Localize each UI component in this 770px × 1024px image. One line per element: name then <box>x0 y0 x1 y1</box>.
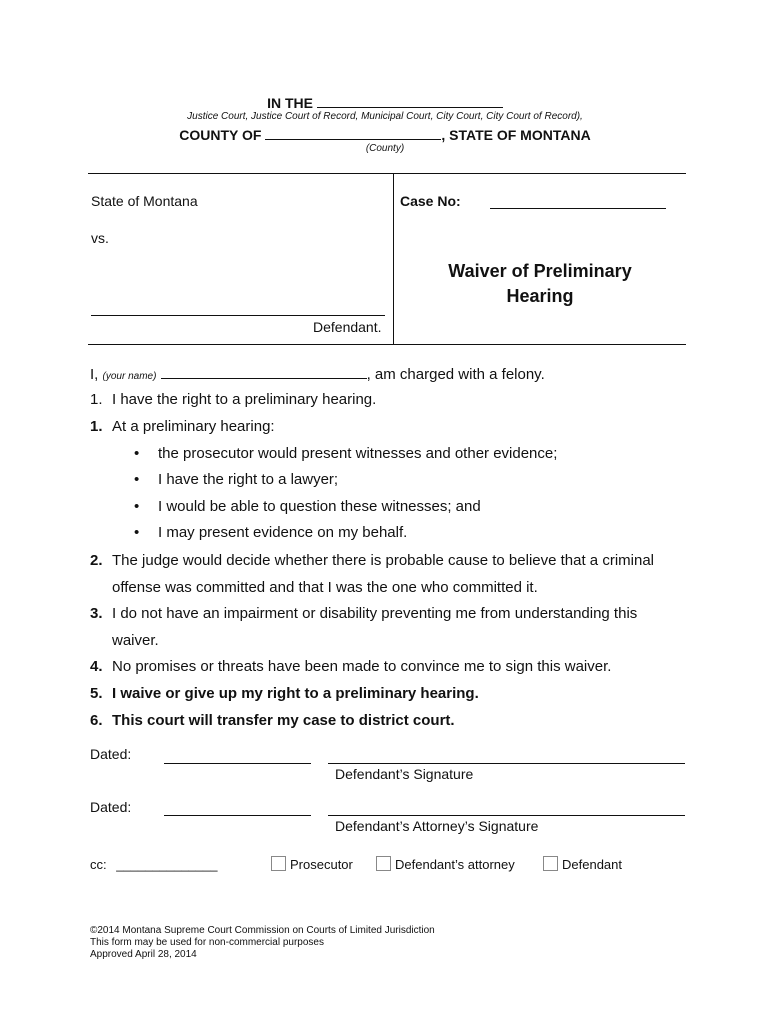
checkbox-icon[interactable] <box>376 856 391 871</box>
defendant-date-line[interactable] <box>164 763 311 764</box>
dated-label: Dated: <box>90 799 132 815</box>
item-number: 5. <box>90 685 103 702</box>
item-2 <box>90 552 654 570</box>
checkbox-icon[interactable] <box>271 856 286 871</box>
case-no-blank[interactable] <box>490 208 666 209</box>
your-name-hint: (your name) <box>102 371 157 382</box>
item-text: At a preliminary hearing: <box>112 418 275 435</box>
bullet-item <box>134 524 407 542</box>
court-name-blank[interactable] <box>317 94 503 108</box>
bullet-icon: • <box>134 471 140 488</box>
item-text: No promises or threats have been made to convince me to sign this waiver. <box>112 658 612 675</box>
cc-line <box>90 857 217 872</box>
item-text: I have the right to a preliminary hearing. <box>112 391 377 408</box>
attorney-date-line[interactable] <box>164 815 311 816</box>
bullet-text: I may present evidence on my behalf. <box>158 524 408 541</box>
form-title-line1: Waiver of Preliminary <box>448 261 632 281</box>
footer <box>90 925 435 961</box>
item-text: This court will transfer my case to district court. <box>112 712 455 729</box>
intro-prefix: I, <box>90 366 99 383</box>
case-no-label: Case No: <box>400 193 461 209</box>
state-label: , STATE OF MONTANA <box>441 127 591 143</box>
footer-copyright: ©2014 Montana Supreme Court Commission on Courts of Limited Jurisdiction <box>90 925 435 936</box>
bullet-icon: • <box>134 498 140 515</box>
item-3-cont: waiver. <box>112 632 159 649</box>
item-number: 1. <box>90 418 103 435</box>
county-of-label: COUNTY OF <box>179 127 262 143</box>
bullet-text: the prosecutor would present witnesses and other evidence; <box>158 445 558 462</box>
item-text: The judge would decide whether there is probable cause to believe that a criminal <box>112 552 654 569</box>
intro-suffix: , am charged with a felony. <box>366 366 545 383</box>
intro-line <box>90 365 545 386</box>
item-text: I waive or give up my right to a preliminary hearing. <box>112 685 479 702</box>
in-the-label: IN THE <box>267 95 313 111</box>
item-number: 3. <box>90 605 103 622</box>
county-line <box>0 126 770 143</box>
bullet-icon: • <box>134 445 140 462</box>
caption-bottom-rule <box>88 344 686 345</box>
plaintiff-name: State of Montana <box>91 193 198 209</box>
defendant-signature-label: Defendant’s Signature <box>335 766 474 782</box>
cc-prosecutor-option[interactable] <box>271 856 353 872</box>
bullet-text: I would be able to question these witnesses; and <box>158 498 481 515</box>
form-title <box>400 259 680 309</box>
item-number: 1. <box>90 391 103 408</box>
item-1b <box>90 418 275 436</box>
item-number: 2. <box>90 552 103 569</box>
item-3 <box>90 605 637 623</box>
county-hint: (County) <box>365 143 405 154</box>
court-header-line <box>0 94 770 111</box>
item-6 <box>90 712 455 730</box>
footer-approved: Approved April 28, 2014 <box>90 949 197 960</box>
your-name-blank[interactable] <box>161 365 367 379</box>
item-1 <box>90 391 376 409</box>
court-types-hint: Justice Court, Justice Court of Record, Municipal Court, City Court, City Court of Record), <box>187 111 583 122</box>
bullet-text: I have the right to a lawyer; <box>158 471 339 488</box>
form-title-line2: Hearing <box>506 286 574 306</box>
cc-attorney-option[interactable] <box>376 856 515 872</box>
cc-defendant-option[interactable] <box>543 856 622 872</box>
cc-option-label: Defendant’s attorney <box>395 857 515 872</box>
cc-label: cc: <box>90 857 107 872</box>
cc-blank[interactable]: ______________ <box>116 857 218 872</box>
defendant-label: Defendant. <box>313 319 382 335</box>
checkbox-icon[interactable] <box>543 856 558 871</box>
item-number: 6. <box>90 712 103 729</box>
bullet-icon: • <box>134 524 140 541</box>
bullet-item <box>134 498 481 516</box>
caption-top-rule <box>88 173 686 174</box>
item-number: 4. <box>90 658 103 675</box>
defendant-signature-line[interactable] <box>328 763 685 764</box>
dated-label: Dated: <box>90 746 132 762</box>
caption-divider <box>393 173 394 344</box>
cc-option-label: Defendant <box>562 857 622 872</box>
versus-label: vs. <box>91 230 109 246</box>
item-4 <box>90 658 611 676</box>
county-blank[interactable] <box>265 126 441 140</box>
bullet-item <box>134 471 338 489</box>
item-5 <box>90 685 479 703</box>
defendant-name-line[interactable] <box>91 315 385 316</box>
cc-option-label: Prosecutor <box>290 857 353 872</box>
bullet-item <box>134 445 557 463</box>
attorney-signature-label: Defendant’s Attorney’s Signature <box>335 818 539 834</box>
item-2-cont: offense was committed and that I was the one who committed it. <box>112 579 538 596</box>
footer-usage: This form may be used for non-commercial purposes <box>90 937 324 948</box>
attorney-signature-line[interactable] <box>328 815 685 816</box>
item-text: I do not have an impairment or disability preventing me from understanding this <box>112 605 638 622</box>
